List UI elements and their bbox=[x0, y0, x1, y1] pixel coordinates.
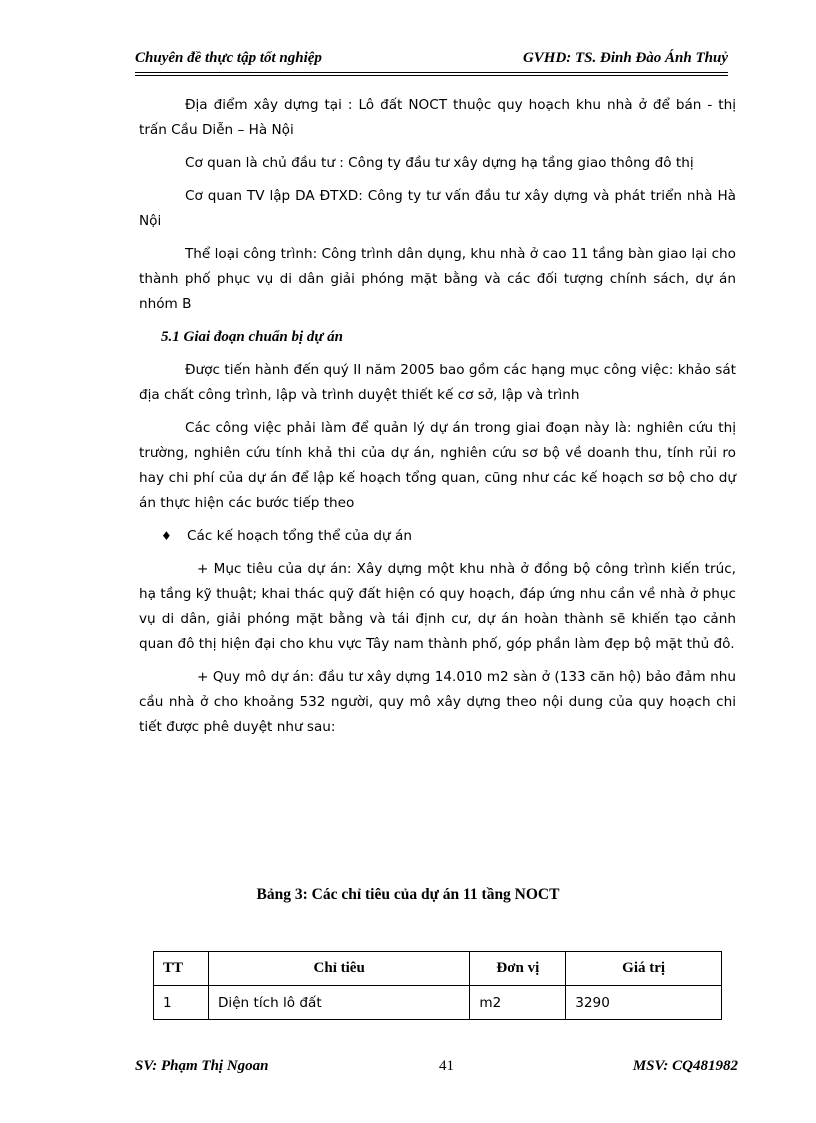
table-cell: m2 bbox=[470, 986, 566, 1020]
table-caption: Bảng 3: Các chỉ tiêu của dự án 11 tầng NOCT bbox=[256, 886, 560, 903]
column-header: TT bbox=[154, 952, 209, 986]
diamond-bullet-icon: ♦ bbox=[161, 529, 172, 543]
table-header-row bbox=[154, 952, 722, 986]
paragraph-objectives: + Mục tiêu của dự án: Xây dựng một khu nhà ở đồng bộ công trình kiến trúc, hạ tầng kỹ thuật; khai thác quỹ đất hiện có quy hoạch, đáp ứng nhu cần về nhà ở phục vụ di dân, giải phóng mặt bằng và tái định cư, dự án hoàn thành sẽ khiến tạo cảnh quan đô thị hiện đại cho khu vực Tây nam thành phố, góp phần làm đẹp bộ mặt thủ đô. bbox=[139, 561, 736, 652]
bullet-item bbox=[161, 524, 736, 549]
table-cell: Diện tích lô đất bbox=[208, 986, 469, 1020]
header-rule bbox=[135, 72, 728, 73]
paragraph-location: Địa điểm xây dựng tại : Lô đất NOCT thuộc quy hoạch khu nhà ở để bán - thị trấn Cầu Diễn – Hà Nội bbox=[139, 97, 736, 138]
page-number: 41 bbox=[439, 1058, 454, 1074]
header-rule-thin bbox=[135, 75, 728, 76]
page-body bbox=[139, 93, 736, 748]
header-advisor: GVHD: TS. Đinh Đào Ánh Thuỷ bbox=[522, 50, 728, 66]
table-cell: 1 bbox=[154, 986, 209, 1020]
table-cell: 3290 bbox=[566, 986, 722, 1020]
indicators-table bbox=[153, 951, 722, 1020]
table-row bbox=[154, 986, 722, 1020]
column-header: Đơn vị bbox=[470, 952, 566, 986]
paragraph-investor: Cơ quan là chủ đầu tư : Công ty đầu tư xây dựng hạ tầng giao thông đô thị bbox=[185, 155, 694, 171]
footer-student: SV: Phạm Thị Ngoan bbox=[135, 1058, 269, 1074]
paragraph-scale: + Quy mô dự án: đầu tư xây dựng 14.010 m2 sàn ở (133 căn hộ) bảo đảm nhu cầu nhà ở cho khoảng 532 người, quy mô xây dựng theo nội dung của quy hoạch chi tiết được phê duyệt như sau: bbox=[139, 669, 736, 735]
header-title: Chuyên đề thực tập tốt nghiệp bbox=[135, 50, 322, 66]
column-header: Giá trị bbox=[566, 952, 722, 986]
paragraph-timeline: Được tiến hành đến quý II năm 2005 bao gồm các hạng mục công việc: khảo sát địa chất công trình, lập và trình duyệt thiết kế cơ sở, lập và trình bbox=[139, 362, 736, 403]
column-header: Chỉ tiêu bbox=[208, 952, 469, 986]
section-heading: 5.1 Giai đoạn chuẩn bị dự án bbox=[161, 329, 343, 345]
bullet-text: Các kế hoạch tổng thể của dự án bbox=[187, 528, 412, 544]
footer-student-id: MSV: CQ481982 bbox=[632, 1058, 738, 1074]
paragraph-tasks: Các công việc phải làm để quản lý dự án trong giai đoạn này là: nghiên cứu thị trường, nghiên cứu tính khả thi của dự án, nghiên cứu sơ bộ về doanh thu, tính rủi ro hay chi phí của dự án để lập kế hoạch tổng quan, cũng như các kế hoạch sơ bộ cho dự án thực hiện các bước tiếp theo bbox=[139, 420, 736, 511]
paragraph-consultant: Cơ quan TV lập DA ĐTXD: Công ty tư vấn đầu tư xây dựng và phát triển nhà Hà Nội bbox=[139, 188, 736, 229]
paragraph-project-type: Thể loại công trình: Công trình dân dụng, khu nhà ở cao 11 tầng bàn giao lại cho thành phố phục vụ di dân giải phóng mặt bằng và các đối tượng chính sách, dự án nhóm B bbox=[139, 246, 736, 312]
page-header bbox=[135, 50, 728, 72]
